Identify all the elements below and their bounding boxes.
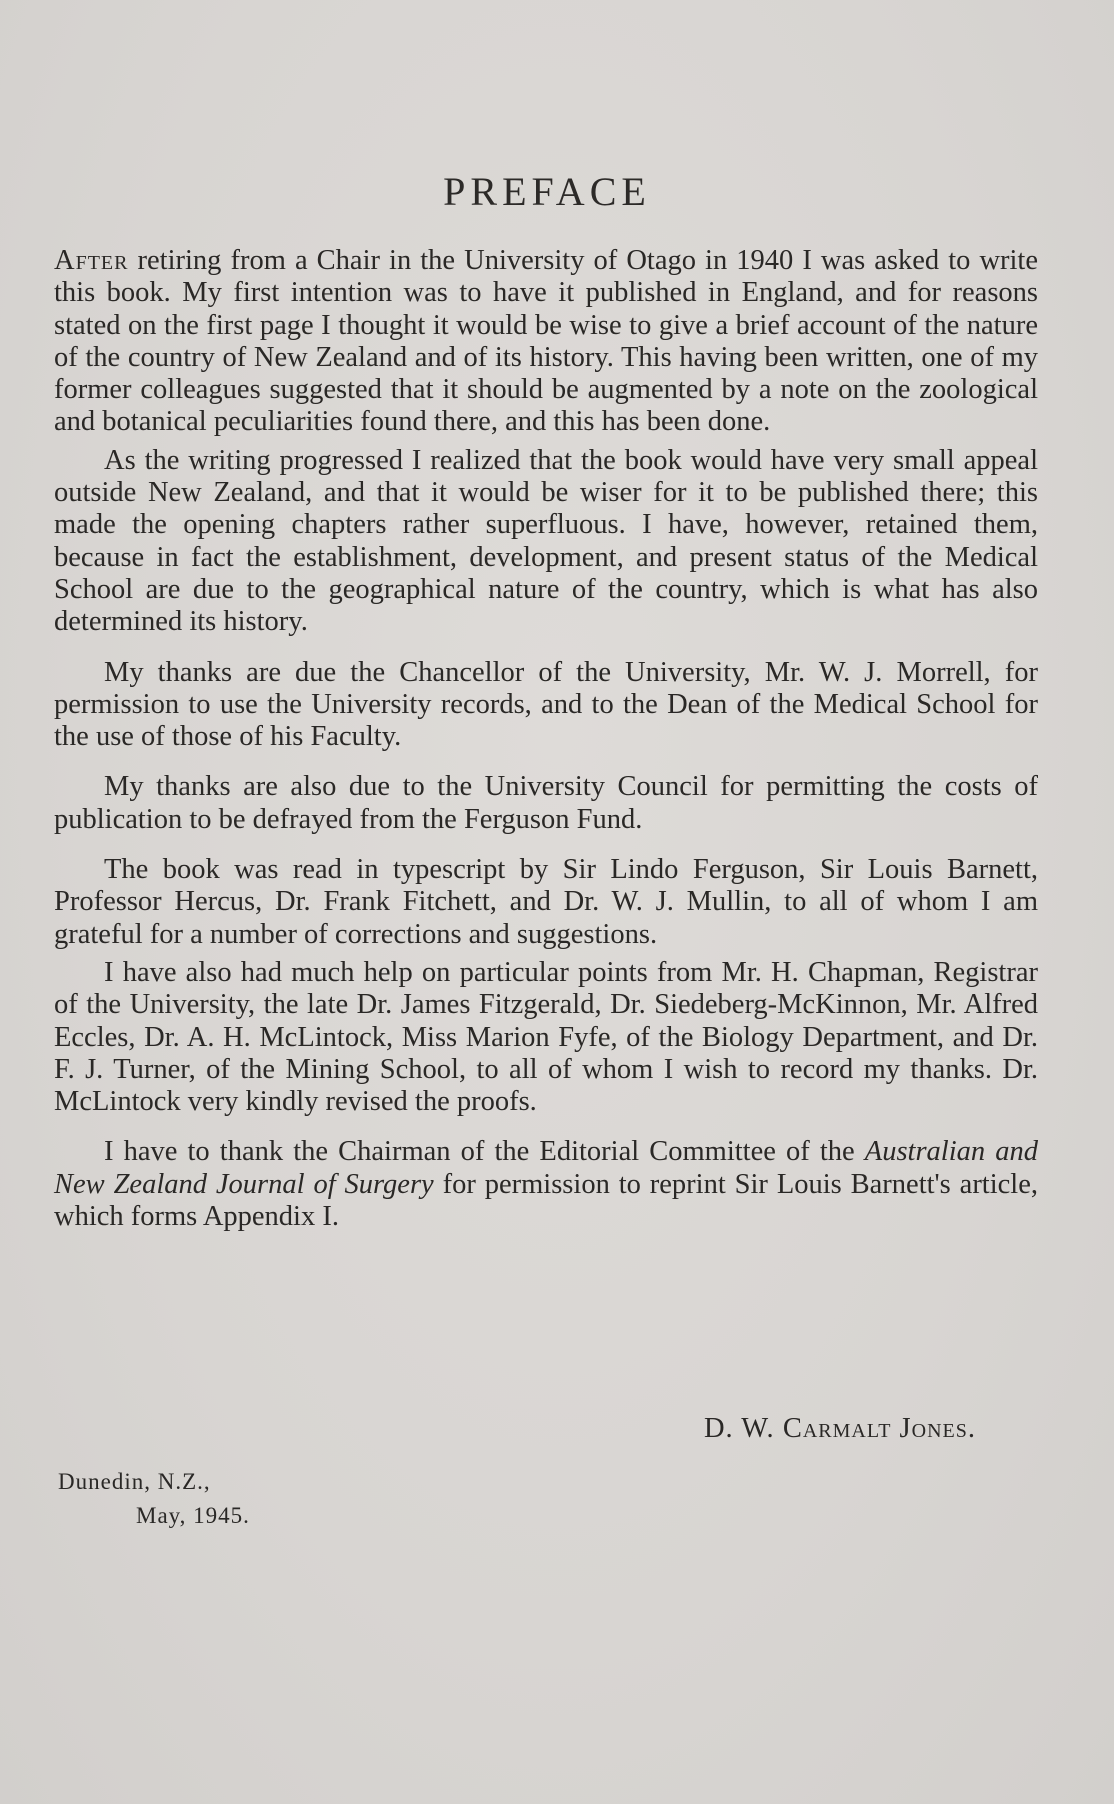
author-surname: Carmalt Jones. xyxy=(782,1413,976,1444)
paragraph-7-before: I have to thank the Chairman of the Editorial Committee of the xyxy=(104,1136,865,1168)
paragraph-7-after: for permission to reprint Sir Louis Barnett's article, which forms Appendix I. xyxy=(54,1168,1038,1233)
paragraph-2: As the writing progressed I realized that the book would have very small appeal outside New Zealand, and that it would be wiser for it to be published there; this made the opening chapters rather superfluous. I have, however, retained them, because in fact the establishment, development, and present status of the Medical School are due to the geographical nature of the country, which is what has also determined its history. xyxy=(54,444,1038,638)
author-signature xyxy=(704,1413,976,1445)
paragraph-4: My thanks are also due to the University Council for permitting the costs of publication to be defrayed from the Ferguson Fund. xyxy=(54,771,1038,835)
paragraph-6: I have also had much help on particular points from Mr. H. Chapman, Registrar of the University, the late Dr. James Fitzgerald, Dr. Siedeberg-McKinnon, Mr. Alfred Eccles, Dr. A. H. McLintock, Miss Marion Fyfe, of the Biology Department, and Dr. F. J. Turner, of the Mining School, to all of whom I wish to record my thanks. Dr. McLintock very kindly revised the proofs. xyxy=(54,956,1038,1118)
paragraph-1 xyxy=(54,245,1038,439)
journal-title: Australian and New Zealand Journal of Surgery xyxy=(54,1136,1038,1200)
paragraph-5: The book was read in typescript by Sir Lindo Ferguson, Sir Louis Barnett, Professor Hercus, Dr. Frank Fitchett, and Dr. W. J. Mullin, to all of whom I am grateful for a number of corrections and suggestions. xyxy=(54,854,1038,950)
paragraph-7 xyxy=(54,1136,1038,1233)
preface-body xyxy=(54,245,1038,1233)
author-initials: D. W. xyxy=(703,1413,783,1444)
place-and-date xyxy=(58,1465,250,1533)
paragraph-3: My thanks are due the Chancellor of the University, Mr. W. J. Morrell, for permission to use the University records, and to the Dean of the Medical School for the use of those of his Faculty. xyxy=(54,656,1038,753)
paragraph-1-lead: After xyxy=(54,245,129,276)
place-line: Dunedin, N.Z., xyxy=(58,1469,211,1494)
paragraph-1-text: retiring from a Chair in the University of Otago in 1940 I was asked to write this book. My first intention was to have it published in England, and for reasons stated on the first page I thought it would be wise to give a brief account of the nature of the country of New Zealand and of its history. This having been written, one of my former colleagues suggested that it should be augmented by a note on the zoological and botanical peculiarities found there, and this has been done. xyxy=(54,245,1038,438)
page-title: PREFACE xyxy=(443,169,651,214)
date-line: May, 1945. xyxy=(136,1503,250,1528)
